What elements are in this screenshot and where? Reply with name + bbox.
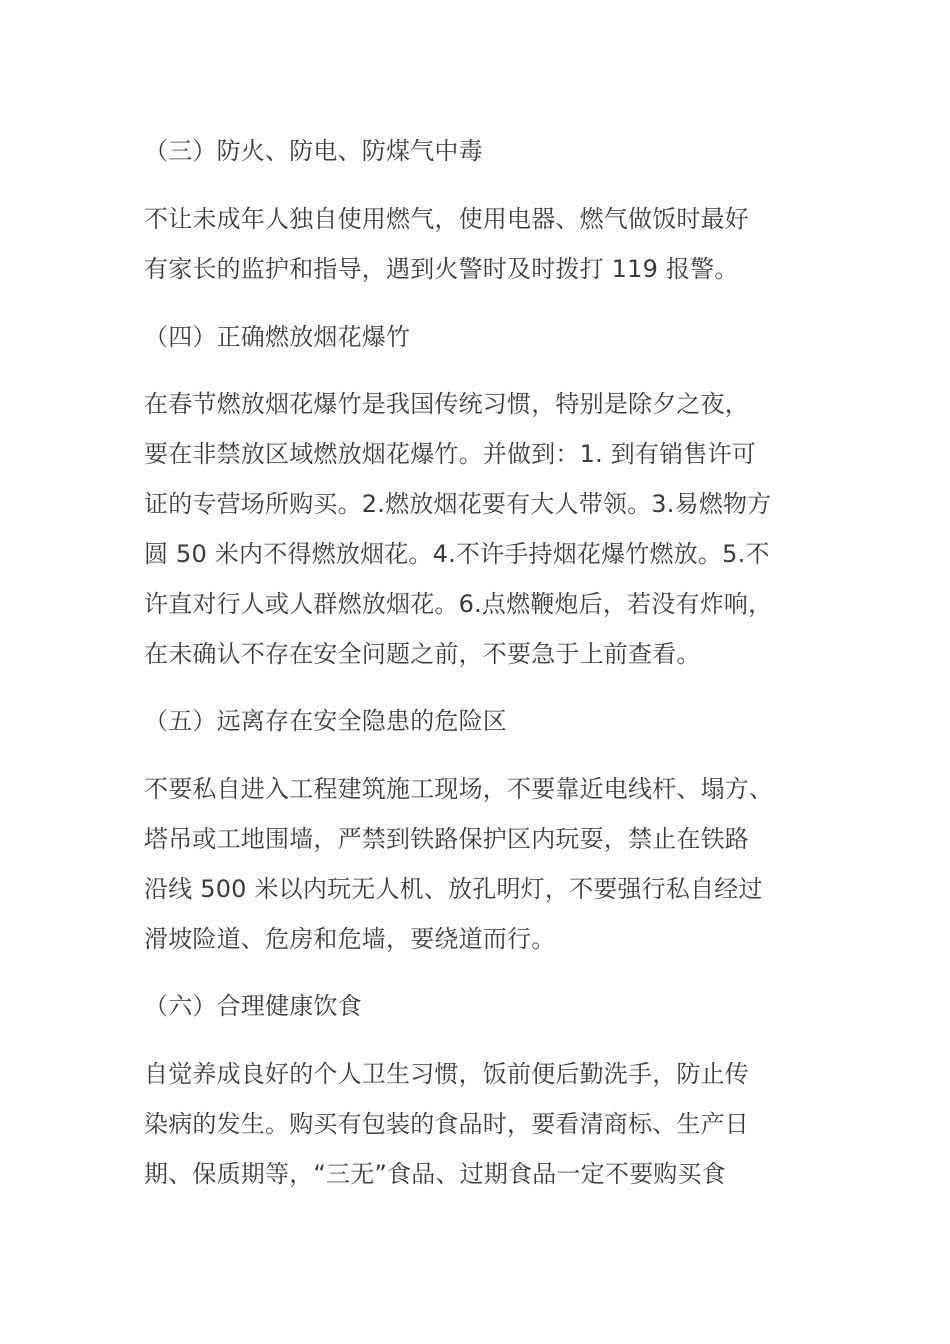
heading-text: （五）远离存在安全隐患的危险区 [144, 707, 507, 735]
section-body-5 [144, 764, 814, 964]
body-line: 染病的发生。购买有包装的食品时，要看清商标、生产日 [144, 1110, 749, 1138]
body-line: 不让未成年人独自使用燃气，使用电器、燃气做饭时最好 [144, 205, 749, 233]
section-heading-5 [144, 696, 814, 746]
body-line: 有家长的监护和指导，遇到火警时及时拨打 119 报警。 [144, 255, 739, 283]
heading-text: （六）合理健康饮食 [144, 992, 362, 1020]
body-line: 在春节燃放烟花爆竹是我国传统习惯，特别是除夕之夜， [144, 390, 749, 418]
body-line: 期、保质期等，“三无”食品、过期食品一定不要购买食 [144, 1160, 726, 1188]
section-body-6 [144, 1049, 814, 1199]
body-line: 滑坡险道、危房和危墙，要绕道而行。 [144, 925, 556, 953]
section-heading-3 [144, 126, 814, 176]
section-heading-6 [144, 981, 814, 1031]
body-line: 圆 50 米内不得燃放烟花。4.不许手持烟花爆竹燃放。5.不 [144, 540, 770, 568]
section-body-4 [144, 379, 814, 679]
body-line: 不要私自进入工程建筑施工现场，不要靠近电线杆、塌方、 [144, 775, 774, 803]
heading-text: （三）防火、防电、防煤气中毒 [144, 137, 483, 165]
body-line: 许直对行人或人群燃放烟花。6.点燃鞭炮后，若没有炸响， [144, 590, 773, 618]
body-line: 在未确认不存在安全问题之前，不要急于上前查看。 [144, 640, 701, 668]
body-line: 沿线 500 米以内玩无人机、放孔明灯，不要强行私自经过 [144, 875, 763, 903]
section-heading-4 [144, 312, 814, 362]
body-line: 自觉养成良好的个人卫生习惯，饭前便后勤洗手，防止传 [144, 1060, 749, 1088]
heading-text: （四）正确燃放烟花爆竹 [144, 323, 411, 351]
body-line: 要在非禁放区域燃放烟花爆竹。并做到：1. 到有销售许可 [144, 440, 756, 468]
body-line: 塔吊或工地围墙，严禁到铁路保护区内玩耍，禁止在铁路 [144, 825, 749, 853]
body-line: 证的专营场所购买。2.燃放烟花要有大人带领。3.易燃物方 [144, 490, 772, 518]
section-body-3 [144, 194, 814, 294]
